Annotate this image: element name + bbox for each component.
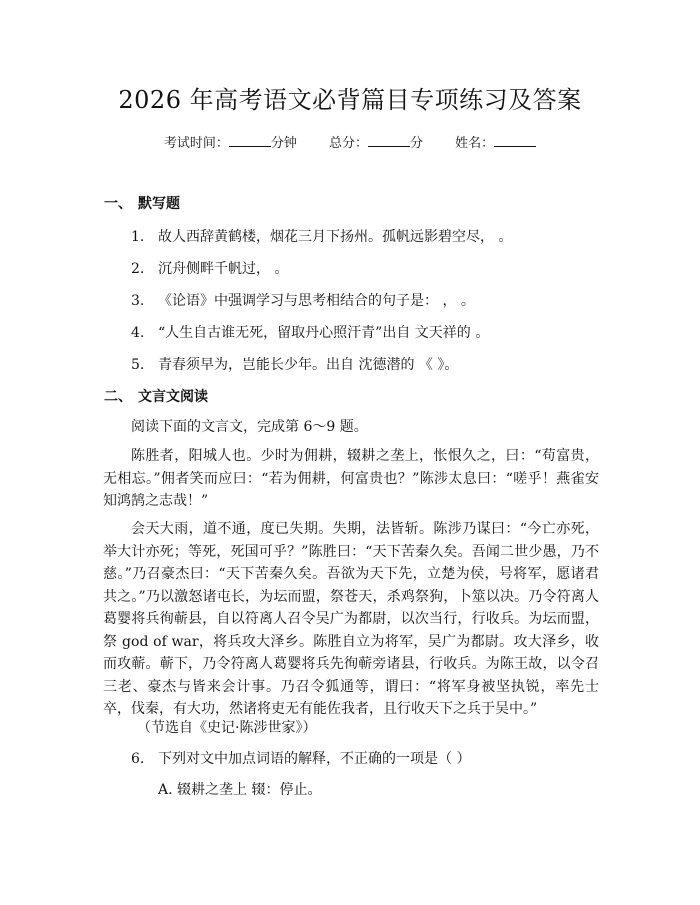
- name-field: [455, 136, 536, 151]
- passage-source: （节选自《史记·陈涉世家》）: [137, 720, 317, 736]
- item-number: 6.: [131, 751, 145, 767]
- item-text: 故人西辞黄鹤楼，烟花三月下扬州。孤帆远影碧空尽， 。: [158, 229, 513, 245]
- section-number: 一、: [104, 196, 132, 212]
- page-title: 2026 年高考语文必背篇目专项练习及答案: [118, 86, 582, 114]
- option-a: A. 辍耕之垄上 辍：停止。: [158, 782, 322, 798]
- item-number: 5.: [131, 357, 145, 373]
- question-6: [131, 748, 470, 768]
- score-unit: 分: [410, 136, 424, 151]
- score-field: [329, 136, 423, 151]
- score-blank: [368, 134, 410, 147]
- item-text: 沉舟侧畔千帆过， 。: [158, 261, 289, 277]
- list-item: [131, 226, 512, 246]
- score-label: 总分：: [328, 136, 368, 151]
- section-heading-1: [104, 193, 180, 213]
- time-field: [164, 136, 297, 151]
- list-item: [131, 290, 475, 310]
- list-item: [131, 354, 458, 374]
- section-title: 文言文阅读: [138, 389, 208, 405]
- item-text: “人生自古谁无死，留取丹心照汗青”出自 文天祥的 。: [158, 325, 490, 341]
- reading-intro: 阅读下面的文言文，完成第 6～9 题。: [131, 419, 368, 435]
- list-item: [131, 322, 489, 342]
- passage-paragraph-1: 陈胜者，阳城人也。少时为佣耕，辍耕之垄上，怅恨久之，曰：“苟富贵，无相忘。”佣者笑而应曰：“若为佣耕，何富贵也？”陈涉太息曰：“嗟乎！燕雀安知鸿鹄之志哉！”: [103, 448, 599, 509]
- time-label: 考试时间：: [163, 136, 229, 151]
- list-item: [131, 258, 288, 278]
- item-text: 《论语》中强调学习与思考相结合的句子是： ， 。: [158, 293, 475, 309]
- passage-paragraph-2: 会天大雨，道不通，度已失期。失期，法皆斩。陈涉乃谋曰：“今亡亦死，举大计亦死；等死，死国可乎？”陈胜曰：“天下苦秦久矣。吾闻二世少愚，乃不慈。”乃召豪杰曰：“天下苦秦久矣。吾欲为天下先，立楚为侯，号将军，愿诸君共之。”乃以激怒诸屯长，为坛而盟，祭苍天，杀鸡祭狗，卜筮以决。乃令符离人葛婴将兵徇蕲县，自以符离人召令吴广为都尉，以次当行，行收兵。为坛而盟，祭 god of war，将兵攻大泽乡。陈胜自立为将军，吴广为都尉。攻大泽乡，收而攻蕲。蕲下，乃令符离人葛婴将兵先徇蕲旁诸县，行收兵。为陈王故，以令召三老、豪杰与皆来会计事。乃召令狐通等，谓曰：“将军身被坚执锐，率先士卒，伐秦，有大功，然诸将吏无有能佐我者，且行收天下之兵于吴中。”: [103, 521, 599, 717]
- name-blank: [494, 134, 536, 147]
- item-text: 青春须早为，岂能长少年。出自 沈德潜的 《 》。: [158, 357, 459, 373]
- section-number: 二、: [104, 389, 132, 405]
- item-number: 2.: [131, 261, 145, 277]
- item-number: 3.: [131, 293, 145, 309]
- item-number: 1.: [131, 229, 145, 245]
- section-heading-2: [104, 386, 208, 406]
- question-text: 下列对文中加点词语的解释，不正确的一项是（ ）: [158, 751, 471, 767]
- exam-meta: [0, 132, 700, 151]
- item-number: 4.: [131, 325, 145, 341]
- section-title: 默写题: [138, 196, 180, 212]
- time-unit: 分钟: [270, 136, 297, 151]
- name-label: 姓名：: [455, 136, 495, 151]
- time-blank: [229, 134, 271, 147]
